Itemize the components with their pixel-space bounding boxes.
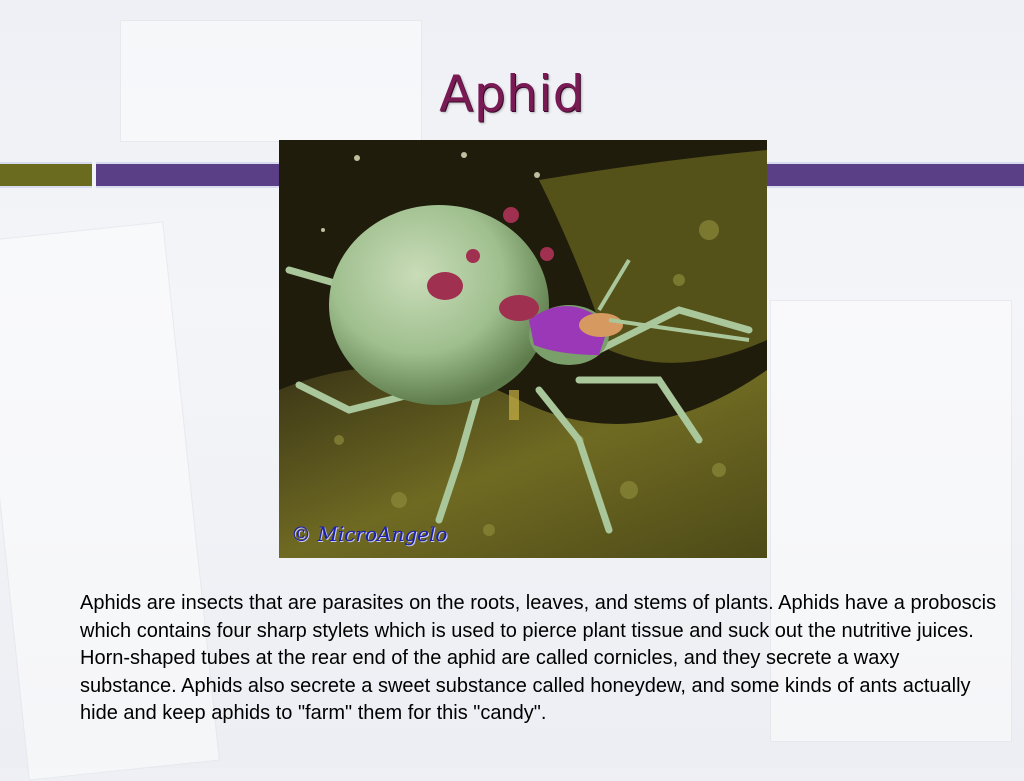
aphid-photo: [279, 140, 767, 558]
title-band-olive: [0, 162, 92, 188]
aphid-illustration: [279, 140, 767, 558]
slide-title: Aphid: [439, 65, 585, 123]
image-watermark: © MicroAngelo: [291, 522, 448, 546]
slide-body-text: Aphids are insects that are parasites on the roots, leaves, and stems of plants. Aphids have a proboscis which contains four sharp stylets which is used to pierce plant tissue and suck out the nutritive juices. Horn-shaped tubes at the rear end of the aphid are called cornicles, and they secrete a waxy substance. Aphids also secrete a sweet substance called honeydew, and some kinds of ants actually hide and keep aphids to "farm" them for this "candy".: [80, 592, 997, 724]
